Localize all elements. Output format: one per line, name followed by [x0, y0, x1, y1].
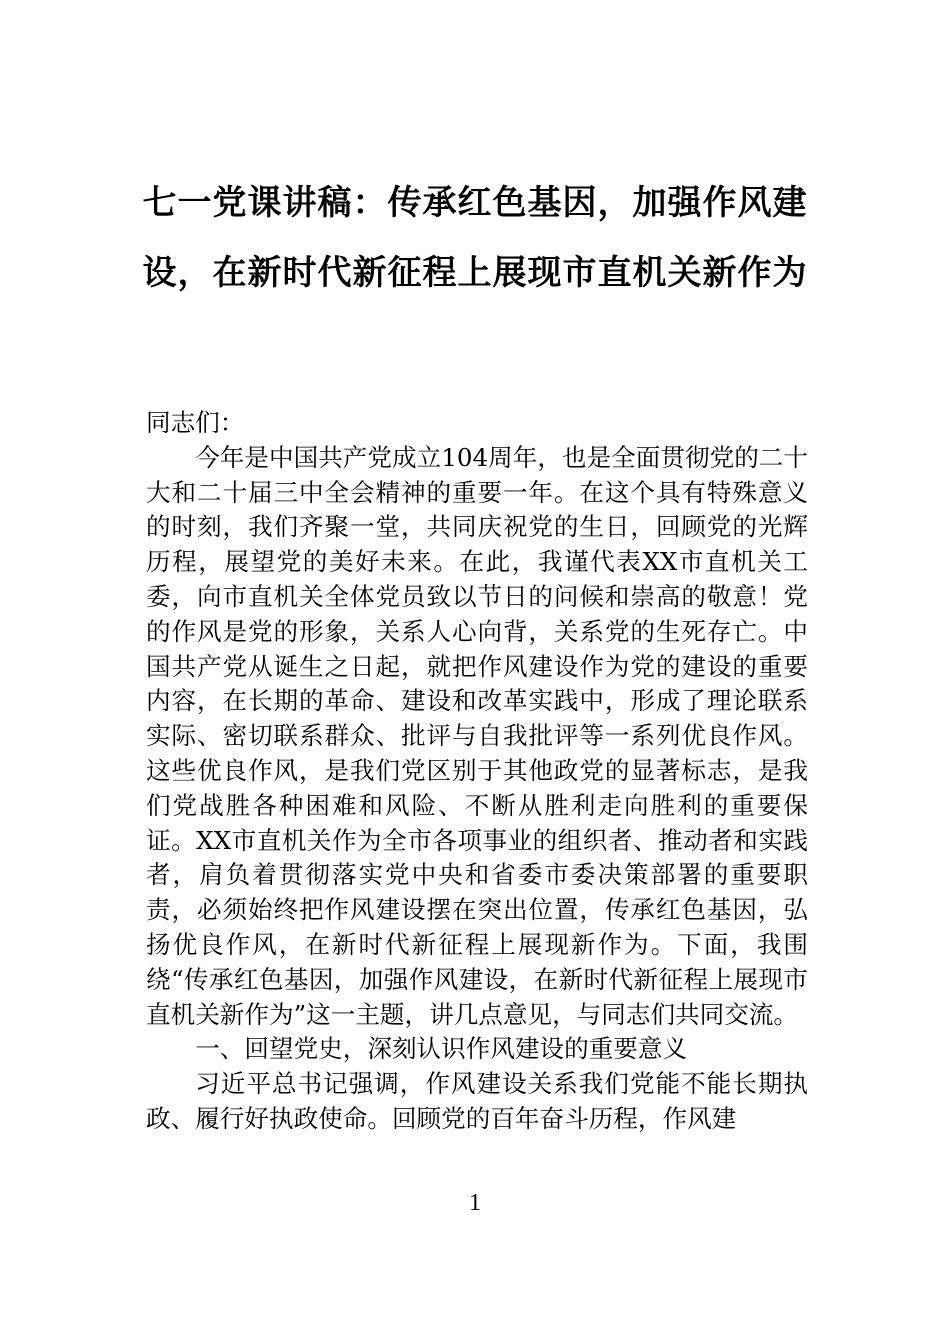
section-heading: 一、回望党史，深刻认识作风建设的重要意义 [195, 1034, 688, 1064]
body-paragraph: 习近平总书记强调，作风建设关系我们党能不能长期执政、履行好执政使命。回顾党的百年奋斗历程，作风建 [146, 1069, 808, 1133]
salutation: 同志们： [146, 408, 245, 437]
document-title: 七一党课讲稿：传承红色基因，加强作风建设，在新时代新征程上展现市直机关新作为 [142, 183, 808, 293]
document-body [146, 406, 808, 1137]
body-paragraph: 今年是中国共产党成立104周年，也是全面贯彻党的二十大和二十届三中全会精神的重要一年。在这个具有特殊意义的时刻，我们齐聚一堂，共同庆祝党的生日，回顾党的光辉历程，展望党的美好未来。在此，我谨代表XX市直机关工委，向市直机关全体党员致以节日的问候和崇高的敬意！党的作风是党的形象，关系人心向背，关系党的生死存亡。中国共产党从诞生之日起，就把作风建设作为党的建设的重要内容，在长期的革命、建设和改革实践中，形成了理论联系实际、密切联系群众、批评与自我批评等一系列优良作风。这些优良作风，是我们党区别于其他政党的显著标志，是我们党战胜各种困难和风险、不断从胜利走向胜利的重要保证。XX市直机关作为全市各项事业的组织者、推动者和实践者，肩负着贯彻落实党中央和省委市委决策部署的重要职责，必须始终把作风建设摆在突出位置，传承红色基因，弘扬优良作风，在新时代新征程上展现新作为。下面，我围绕“传承红色基因，加强作风建设，在新时代新征程上展现市直机关新作为”这一主题，讲几点意见，与同志们共同交流。 [146, 442, 808, 1029]
page-number: 1 [469, 1190, 481, 1216]
